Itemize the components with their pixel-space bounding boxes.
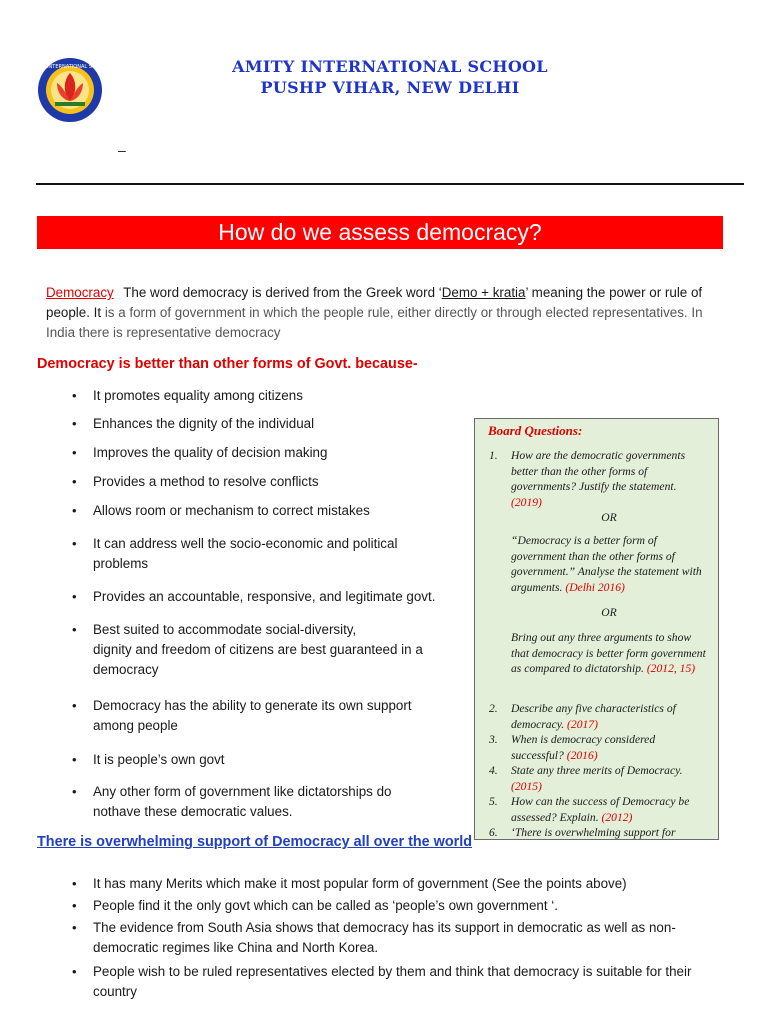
- intro-greek: Demo + kratia: [441, 285, 526, 300]
- list-item: • Allows room or mechanism to correct mistakes: [93, 501, 458, 521]
- school-logo: [33, 57, 107, 123]
- question-year: (2012, 15): [646, 662, 696, 676]
- question-number: 3.: [489, 733, 498, 746]
- list-item: • Improves the quality of decision making: [93, 443, 458, 463]
- header-dash: –: [118, 142, 126, 158]
- question-number: 6.: [489, 826, 498, 839]
- list-item-continuation: [93, 640, 453, 680]
- or-separator: OR: [601, 606, 617, 619]
- question-year: (2016): [566, 748, 598, 762]
- question-year: (2012): [601, 810, 633, 824]
- board-question: [511, 630, 707, 677]
- question-text: “Democracy is a better form of government than the other forms of government.” Analyse the statement with arguments.: [511, 534, 702, 594]
- list-item: • It is people’s own govt: [93, 750, 458, 770]
- question-text: Describe any five characteristics of democracy.: [511, 702, 676, 731]
- list-item: • Democracy has the ability to generate its own support among people: [93, 696, 448, 736]
- list-item-text: dignity and freedom of citizens are best guaranteed in a democracy: [93, 642, 423, 677]
- list-item: • People wish to be ruled representatives elected by them and think that democracy is suitable for their country: [93, 962, 723, 1002]
- list-item: • Enhances the dignity of the individual: [93, 414, 458, 434]
- question-number: 2.: [489, 702, 498, 715]
- board-question: [489, 763, 707, 794]
- section-heading-support: There is overwhelming support of Democracy all over the world: [37, 834, 473, 850]
- board-question: [489, 794, 707, 825]
- intro-text-a: The word democracy is derived from the Greek word ‘: [123, 285, 442, 300]
- svg-text:AMITY INTERNATIONAL SCHOOL: AMITY INTERNATIONAL SCHOOL: [33, 64, 107, 70]
- board-questions-box: [474, 418, 719, 840]
- question-year: (2015): [511, 779, 542, 793]
- school-name: AMITY INTERNATIONAL SCHOOL: [232, 57, 548, 76]
- board-title: Board Questions:: [488, 423, 583, 438]
- list-item: • People find it the only govt which can be called as ‘people’s own government ‘.: [93, 896, 723, 916]
- section-heading-better: Democracy is better than other forms of Govt. because-: [37, 356, 418, 372]
- divider-line: [36, 183, 744, 185]
- intro-text-c: is a form of government in which the people rule, either directly or through elected representatives. In India there is representative democracy: [46, 305, 703, 340]
- intro-paragraph: [46, 283, 726, 343]
- board-question: [489, 448, 707, 510]
- or-separator: OR: [601, 511, 617, 524]
- question-text: When is democracy considered successful?: [511, 733, 656, 762]
- list-item: • It promotes equality among citizens: [93, 386, 458, 406]
- board-question: [489, 825, 707, 840]
- question-text: How can the success of Democracy be assessed? Explain.: [511, 795, 690, 824]
- question-number: 4.: [489, 764, 498, 777]
- board-question: [489, 701, 707, 732]
- school-location: PUSHP VIHAR, NEW DELHI: [260, 78, 520, 97]
- list-item: • Provides a method to resolve conflicts: [93, 472, 458, 492]
- question-number: 5.: [489, 795, 498, 808]
- list-item: • It can address well the socio-economic and political problems: [93, 534, 423, 574]
- question-year: (2017): [567, 717, 598, 731]
- board-question: [511, 533, 707, 595]
- board-question: [489, 732, 707, 763]
- page-title: How do we assess democracy?: [37, 216, 723, 249]
- school-crest-icon: [33, 57, 107, 123]
- list-item: • Provides an accountable, responsive, and legitimate govt.: [93, 587, 458, 607]
- question-number: 1.: [489, 449, 498, 462]
- question-text: Bring out any three arguments to show that democracy is better form government as compared to dictatorship.: [511, 631, 706, 676]
- list-item: • It has many Merits which make it most popular form of government (See the points above): [93, 874, 723, 894]
- list-item: • Any other form of government like dictatorships do nothave these democratic values.: [93, 782, 433, 822]
- list-item: • Best suited to accommodate social-diversity,: [93, 620, 458, 640]
- question-year: (2019): [511, 495, 542, 509]
- intro-term: Democracy: [46, 285, 114, 300]
- question-year: (Delhi 2016): [565, 580, 625, 594]
- question-text: ‘There is overwhelming support for: [511, 826, 676, 839]
- list-item: • The evidence from South Asia shows that democracy has its support in democratic as well as non-democratic regimes like China and North Korea.: [93, 918, 723, 958]
- question-text: State any three merits of Democracy.: [511, 764, 683, 777]
- intro-text-b: ’ meaning the power or rule of people. It: [46, 285, 703, 320]
- question-text: How are the democratic governments better than the other forms of governments? Justify the statement.: [511, 449, 686, 494]
